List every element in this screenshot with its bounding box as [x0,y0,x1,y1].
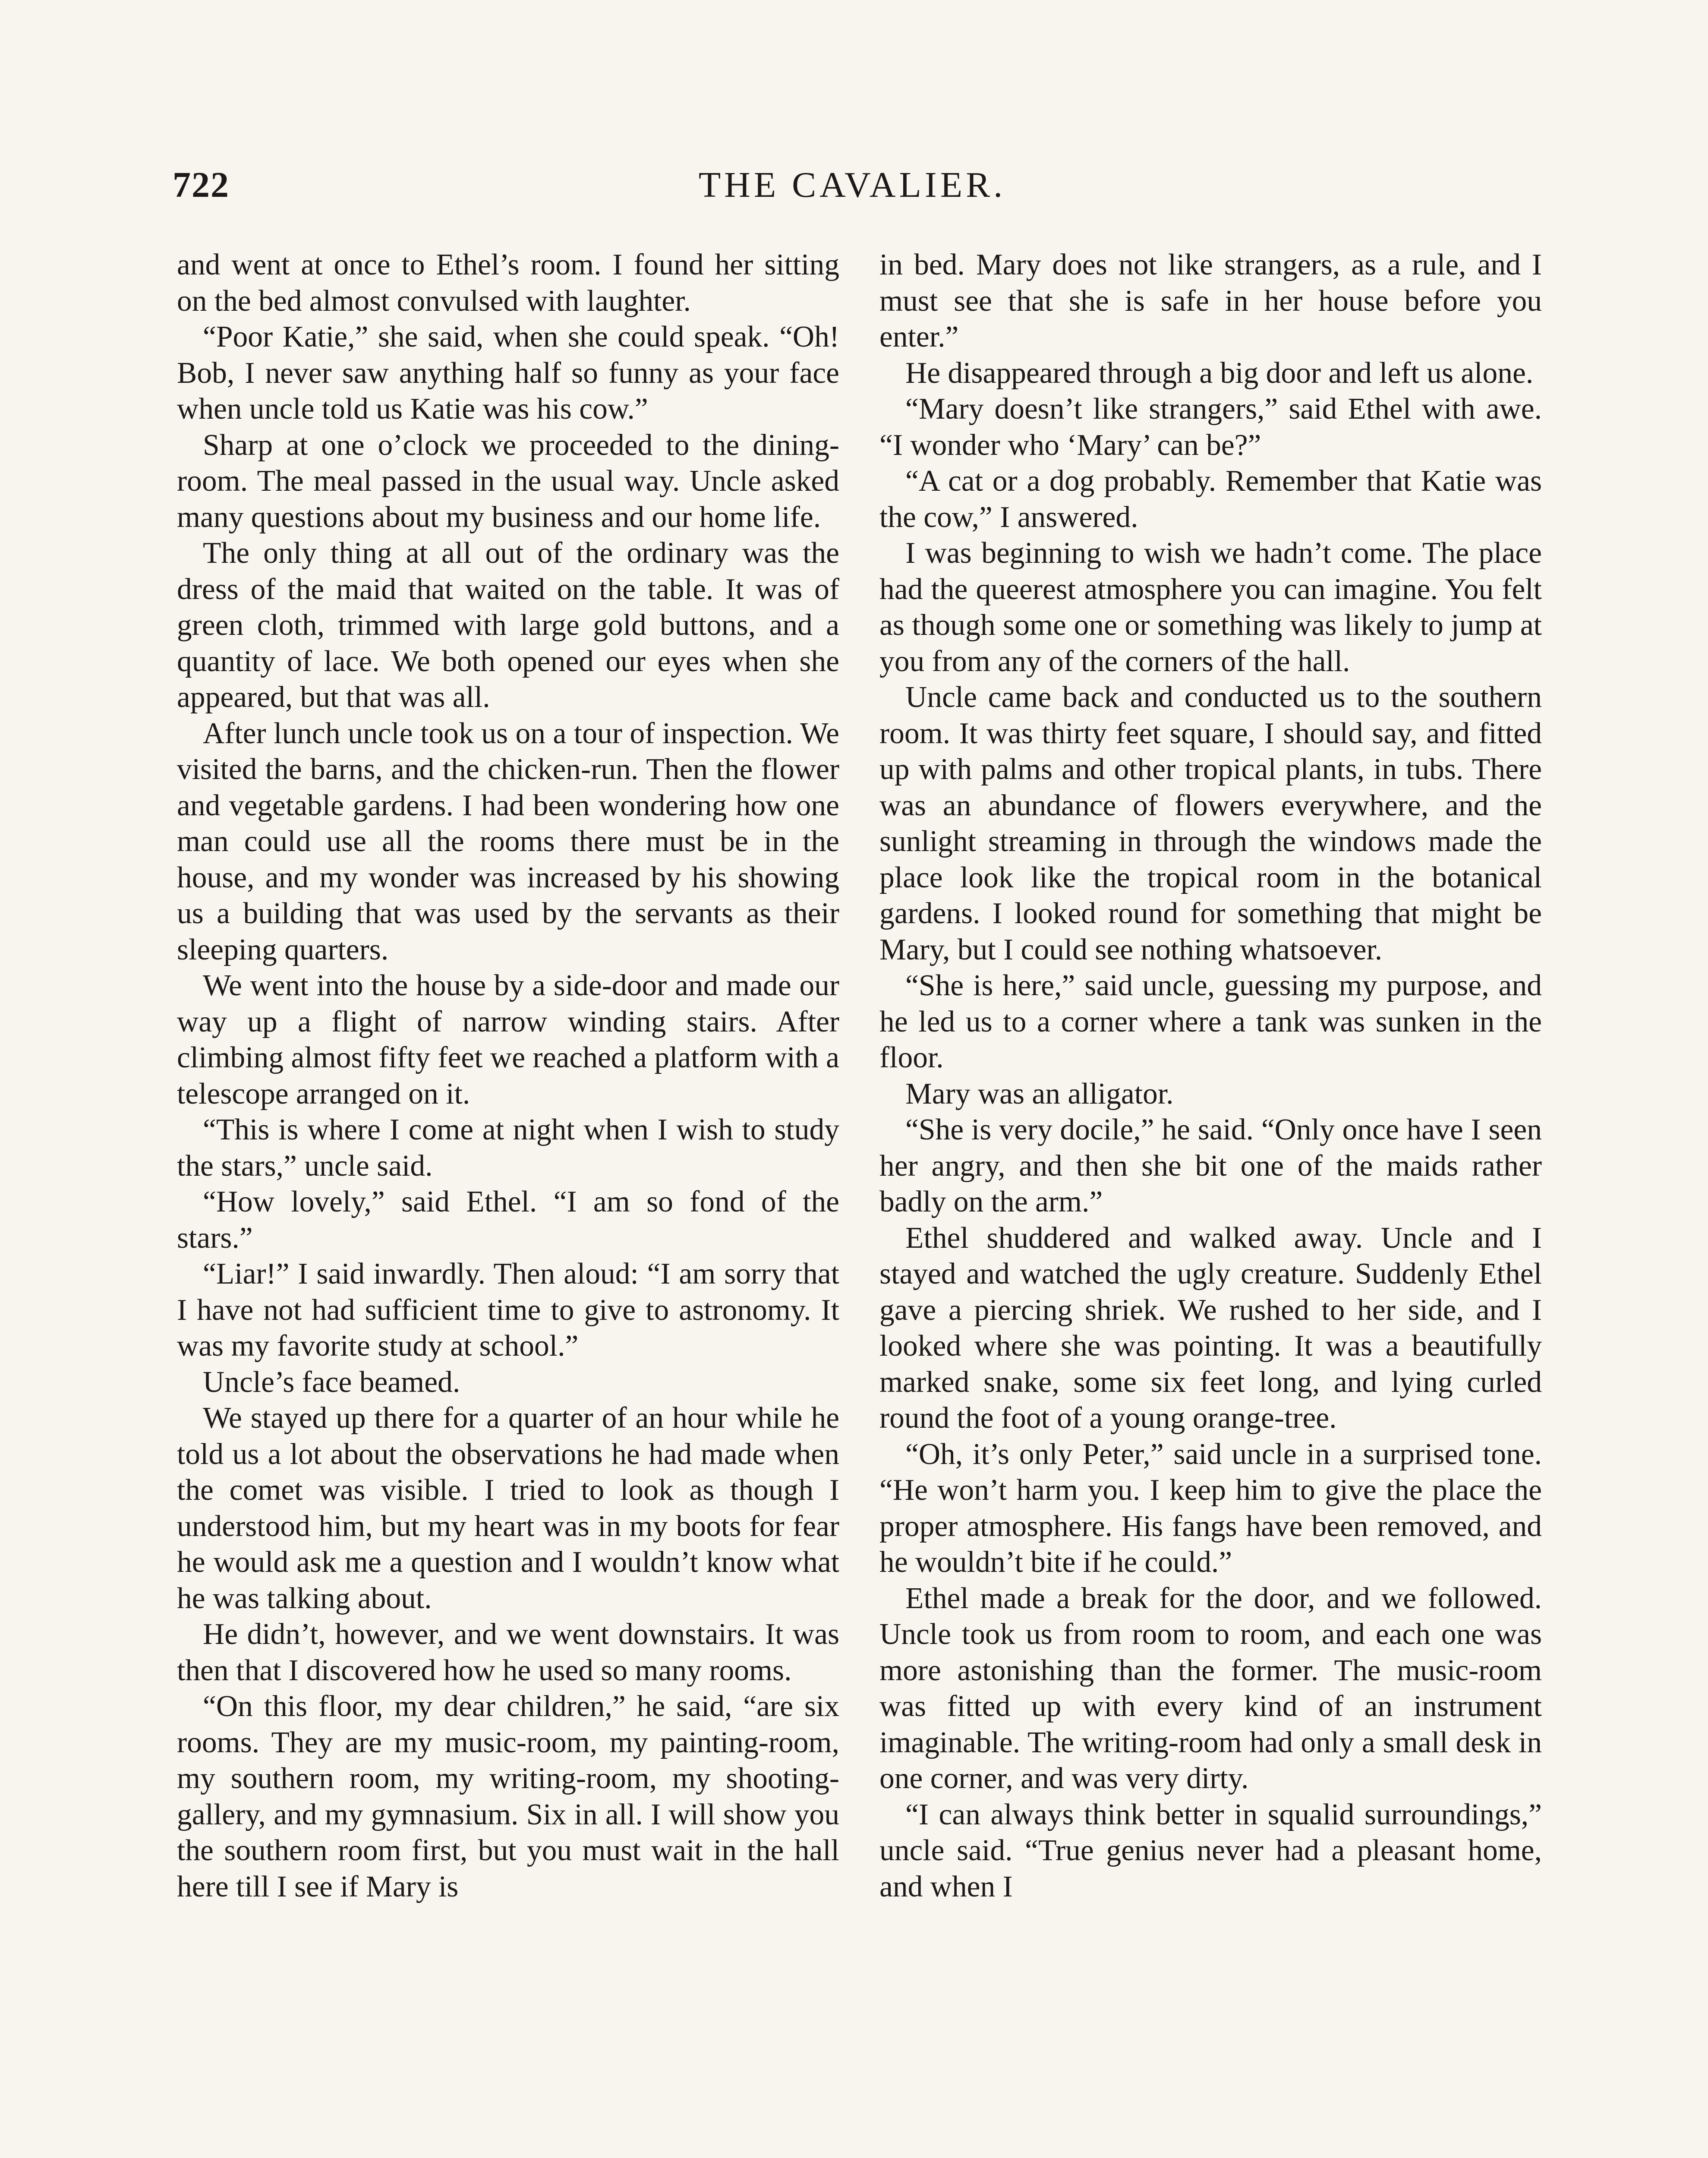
paragraph: “This is where I come at night when I wish to study the stars,” uncle said. [177,1113,839,1183]
paragraph: Mary was an alligator. [905,1077,1174,1111]
paragraph: He disappeared through a big door and left us alone. [905,356,1534,390]
paragraph: Ethel made a break for the door, and we followed. Uncle took us from room to room, and each one was more astonishing than the former. The music-room was fitted up with every kind of an instrument imaginable. The writing-room had only a small desk in one corner, and was very dirty. [879,1581,1542,1795]
paragraph: “Mary doesn’t like strangers,” said Ethel with awe. “I wonder who ‘Mary’ can be?” [879,392,1542,462]
paragraph: Uncle came back and conducted us to the southern room. It was thirty feet square, I should say, and fitted up with palms and other tropical plants, in tubs. There was an abundance of flowers everywhere, and the sunlight streaming in through the windows made the place look like the tropical room in the botanical gardens. I looked round for something that might be Mary, but I could see nothing whatsoever. [879,681,1542,966]
paragraph: “I can always think better in squalid surroundings,” uncle said. “True genius never had a pleasant home, and when I [879,1798,1542,1903]
paragraph: in bed. Mary does not like strangers, as a rule, and I must see that she is safe in her house before you enter.” [879,248,1542,353]
paragraph: “Poor Katie,” she said, when she could speak. “Oh! Bob, I never saw anything half so funny as your face when uncle told us Katie was his cow.” [177,320,839,426]
paragraph: “Oh, it’s only Peter,” said uncle in a surprised tone. “He won’t harm you. I keep him to give the place the proper atmosphere. His fangs have been removed, and he wouldn’t bite if he could.” [879,1437,1542,1579]
paragraph: “She is very docile,” he said. “Only once have I seen her angry, and then she bit one of the maids rather badly on the arm.” [879,1113,1542,1218]
paragraph: The only thing at all out of the ordinary was the dress of the maid that waited on the table. It was of green cloth, trimmed with large gold buttons, and a quantity of lace. We both opened our eyes when she appeared, but that was all. [177,536,839,714]
page-header [173,164,1532,216]
page-number: 722 [173,165,230,205]
paragraph: “On this floor, my dear children,” he said, “are six rooms. They are my music-room, my painting-room, my southern room, my writing-room, my shooting-gallery, and my gymnasium. Six in all. I will show you the southern room first, but you must wait in the hall here till I see if Mary is [177,1690,839,1903]
paragraph: “How lovely,” said Ethel. “I am so fond of the stars.” [177,1185,839,1255]
paragraph: and went at once to Ethel’s room. I found her sitting on the bed almost convulsed with laughter. [177,248,839,318]
paragraph: “A cat or a dog probably. Remember that Katie was the cow,” I answered. [879,464,1542,534]
paragraph: After lunch uncle took us on a tour of inspection. We visited the barns, and the chicken-run. Then the flower and vegetable gardens. I had been wondering how one man could use all the rooms there must be in the house, and my wonder was increased by his showing us a building that was used by the servants as their sleeping quarters. [177,716,839,966]
running-title: THE CAVALIER. [698,165,1006,205]
paragraph: We stayed up there for a quarter of an hour while he told us a lot about the observations he had made when the comet was visible. I tried to look as though I understood him, but my heart was in my boots for fear he would ask me a question and I wouldn’t know what he was talking about. [177,1401,839,1615]
paragraph: I was beginning to wish we hadn’t come. The place had the queerest atmosphere you can imagine. You felt as though some one or something was likely to jump at you from any of the corners of the hall. [879,536,1542,678]
paragraph: Uncle’s face beamed. [203,1365,460,1399]
paragraph: He didn’t, however, and we went downstairs. It was then that I discovered how he used so many rooms. [177,1618,839,1687]
right-column [879,247,1542,1905]
paragraph: “Liar!” I said inwardly. Then aloud: “I am sorry that I have not had sufficient time to give to astronomy. It was my favorite study at school.” [177,1257,839,1363]
left-column [177,247,839,1905]
paragraph: “She is here,” said uncle, guessing my purpose, and he led us to a corner where a tank was sunken in the floor. [879,969,1542,1074]
paragraph: Ethel shuddered and walked away. Uncle and I stayed and watched the ugly creature. Suddenly Ethel gave a piercing shriek. We rushed to her side, and I looked where she was pointing. It was a beautifully marked snake, some six feet long, and lying curled round the foot of a young orange-tree. [879,1221,1542,1435]
paragraph: Sharp at one o’clock we proceeded to the dining-room. The meal passed in the usual way. Uncle asked many questions about my business and our home life. [177,428,839,534]
paragraph: We went into the house by a side-door and made our way up a flight of narrow winding stairs. After climbing almost fifty feet we reached a platform with a telescope arranged on it. [177,969,839,1111]
